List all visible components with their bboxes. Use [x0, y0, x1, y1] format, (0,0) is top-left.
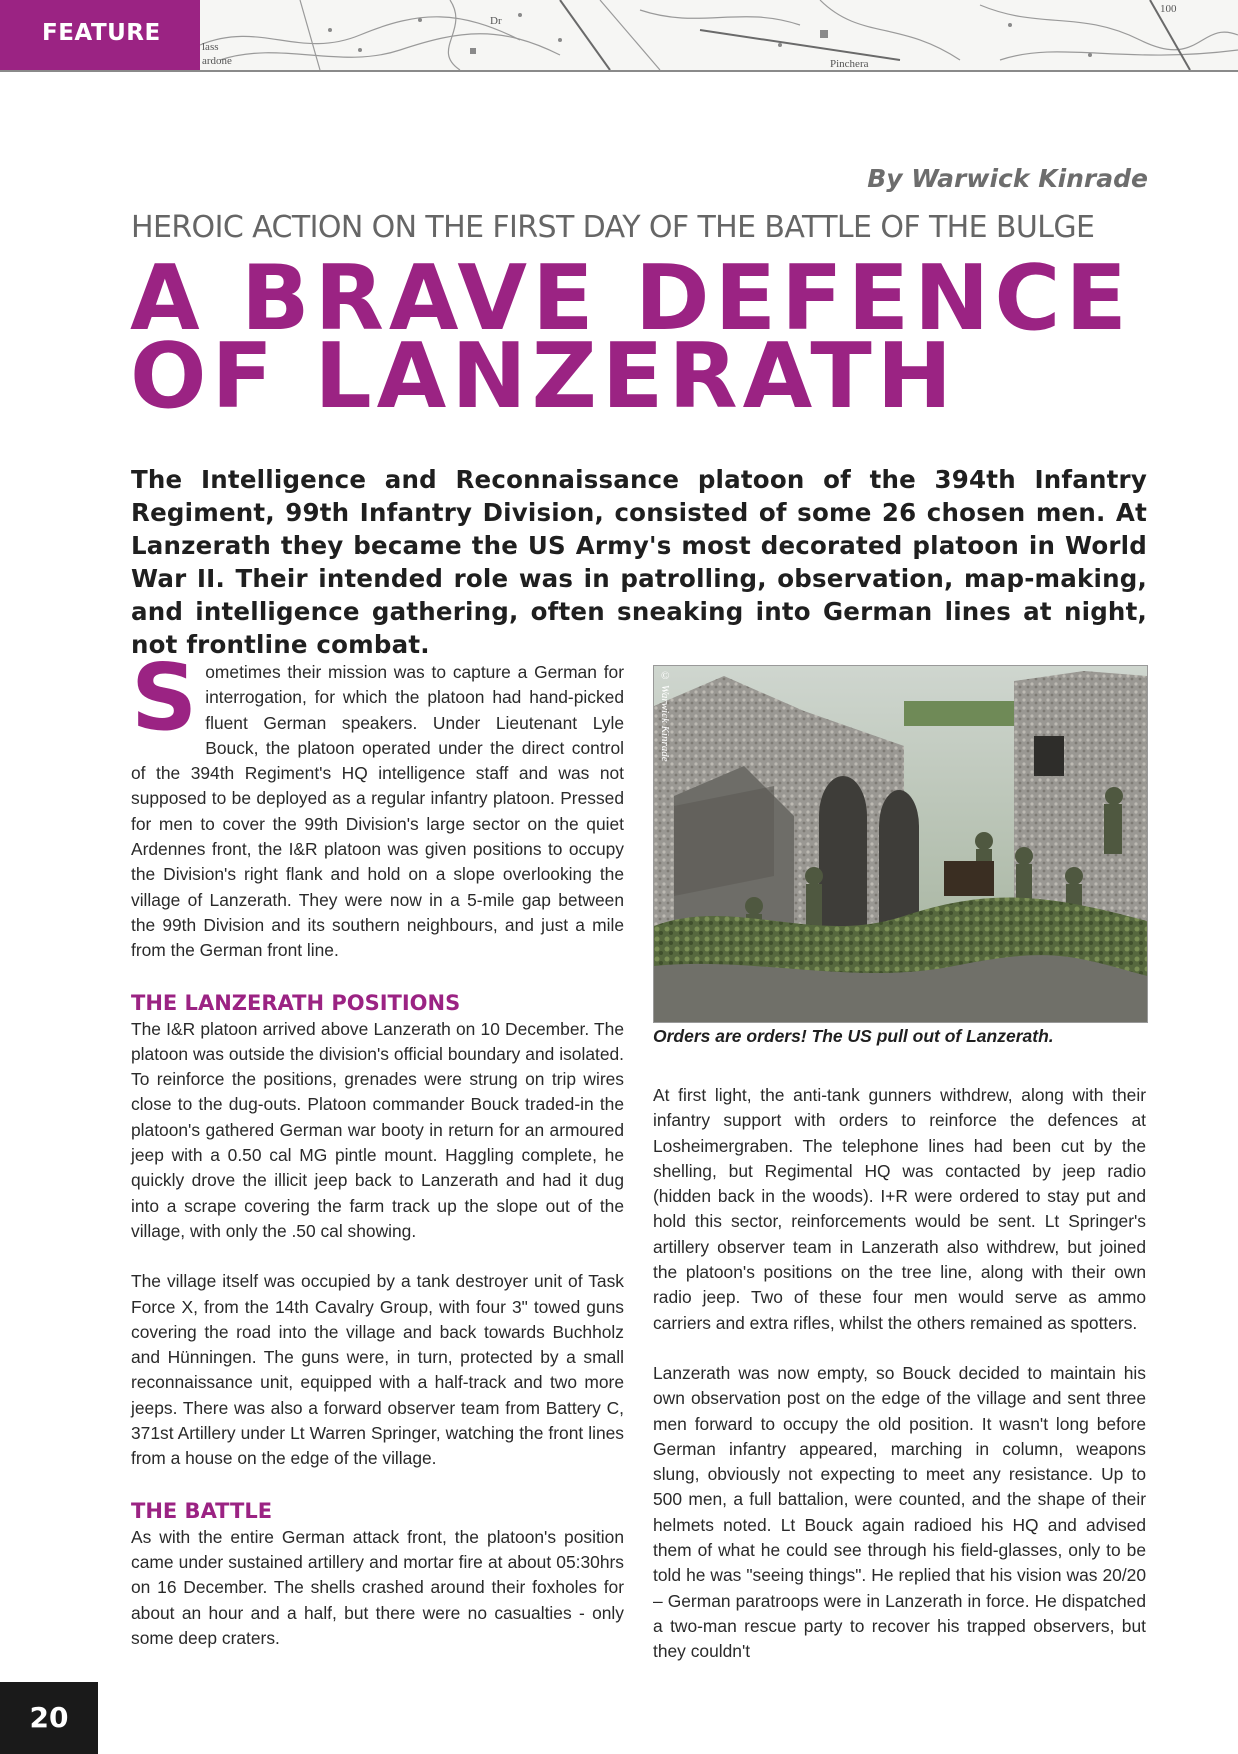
byline: By Warwick Kinrade — [867, 164, 1148, 193]
section-label: FEATURE — [0, 0, 200, 70]
body-paragraph-text: ometimes their mission was to capture a German for interrogation, for which the platoon had hand-picked fluent German speakers. Under Lieutenant Lyle Bouck, the platoon operated under the direct control of the 394th Regiment's HQ intelligence staff and was not supposed to be deployed as a regular infantry platoon. Pressed for men to cover the 99th Division's large sector on the quiet Ardennes front, the I&R platoon was given positions to occupy the Division's right flank and hold on a slope overlooking the village of Lanzerath. They were now in a 5-mile gap between the 99th Division and its southern neighbours, and just a mile from the German front line. — [131, 662, 624, 961]
photo-caption: Orders are orders! The US pull out of Lanzerath. — [653, 1026, 1054, 1046]
section-heading: THE BATTLE — [131, 1498, 273, 1523]
map-header-strip — [0, 0, 1238, 72]
left-column — [131, 644, 624, 1676]
body-paragraph: At first light, the anti-tank gunners withdrew, along with their infantry support with orders to reinforce the defences at Losheimergraben. The telephone lines had been cut by the shelling, but Regimental HQ was contacted by jeep radio (hidden back in the woods). I+R were ordered to stay put and hold this sector, reinforcements would be sent. Lt Springer's artillery observer team in Lanzerath also withdrew, but joined the platoon's positions on the tree line, along with their own radio jeep. Two of these four men would serve as ammo carriers and extra rifles, whilst the others remained as spotters. — [653, 1085, 1146, 1333]
drop-cap: S — [131, 644, 198, 751]
body-paragraph: Lanzerath was now empty, so Bouck decided to maintain his own observation post on the edge of the village and sent three men forward to occupy the old position. It wasn't long before German infantry appeared, marching in column, weapons slung, obviously not expecting to meet any resistance. Up to 500 men, a full battalion, were counted, and the shape of their helmets noted. Lt Bouck again radioed his HQ and advised them of what he could see through his field-glasses, only to be told he was "seeing things". He replied that his vision was 20/20 – German paratroops were in Lanzerath in force. He dispatched a two-man rescue party to recover his trapped observers, but they couldn't — [653, 1362, 1146, 1662]
headline — [130, 246, 1140, 429]
map-label: ardone — [202, 55, 232, 67]
photo-credit: © Warwick Kinrade — [659, 670, 671, 762]
body-paragraph: As with the entire German attack front, the platoon's position came under sustained artillery and mortar fire at about 05:30hrs on 16 December. The shells crashed around their foxholes for about an hour and a half, but there were no casualties - only some deep craters. — [131, 1526, 624, 1648]
article-photo — [653, 665, 1148, 1023]
body-paragraph: The village itself was occupied by a tank destroyer unit of Task Force X, from the 14th Cavalry Group, with four 3" towed guns covering the road into the village and back towards Buchholz and Hünningen. The guns were, in turn, protected by a small reconnaissance unit, equipped with a half-track and two more jeeps. There was also a forward observer team from Battery C, 371st Artillery under Lt Warren Springer, watching the front lines from a house on the edge of the village. — [131, 1271, 624, 1469]
map-label: Pinchera — [830, 58, 869, 70]
map-label: 100 — [1160, 3, 1177, 15]
kicker: HEROIC ACTION ON THE FIRST DAY OF THE BATTLE OF THE BULGE — [131, 210, 1095, 245]
page-number: 20 — [0, 1682, 98, 1754]
section-heading: THE LANZERATH POSITIONS — [131, 990, 461, 1015]
body-paragraph — [131, 644, 624, 964]
map-label: lass — [202, 41, 219, 53]
diorama-photo-illustration — [654, 666, 1147, 1022]
headline-line: OF LANZERATH — [130, 324, 958, 429]
headline-line: A BRAVE DEFENCE — [130, 246, 1132, 351]
map-label: Dr — [490, 15, 502, 27]
right-column — [653, 1083, 1146, 1690]
body-paragraph: The I&R platoon arrived above Lanzerath on 10 December. The platoon was outside the division's official boundary and isolated. To reinforce the positions, grenades were strung on trip wires close to the dug-outs. Platoon commander Bouck traded-in the platoon's gathered German war booty in return for an armoured jeep with a 0.50 cal MG pintle mount. Haggling complete, he quickly drove the illicit jeep back to Lanzerath and had it dug into a scrape covering the farm track up the slope out of the village, with only the .50 cal showing. — [131, 1018, 624, 1241]
standfirst: The Intelligence and Reconnaissance platoon of the 394th Infantry Regiment, 99th Infantry Division, consisted of some 26 chosen men. At Lanzerath they became the US Army's most decorated platoon in World War II. Their intended role was in patrolling, observation, map-making, and intelligence gathering, often sneaking into German lines at night, not frontline combat. — [131, 465, 1147, 659]
